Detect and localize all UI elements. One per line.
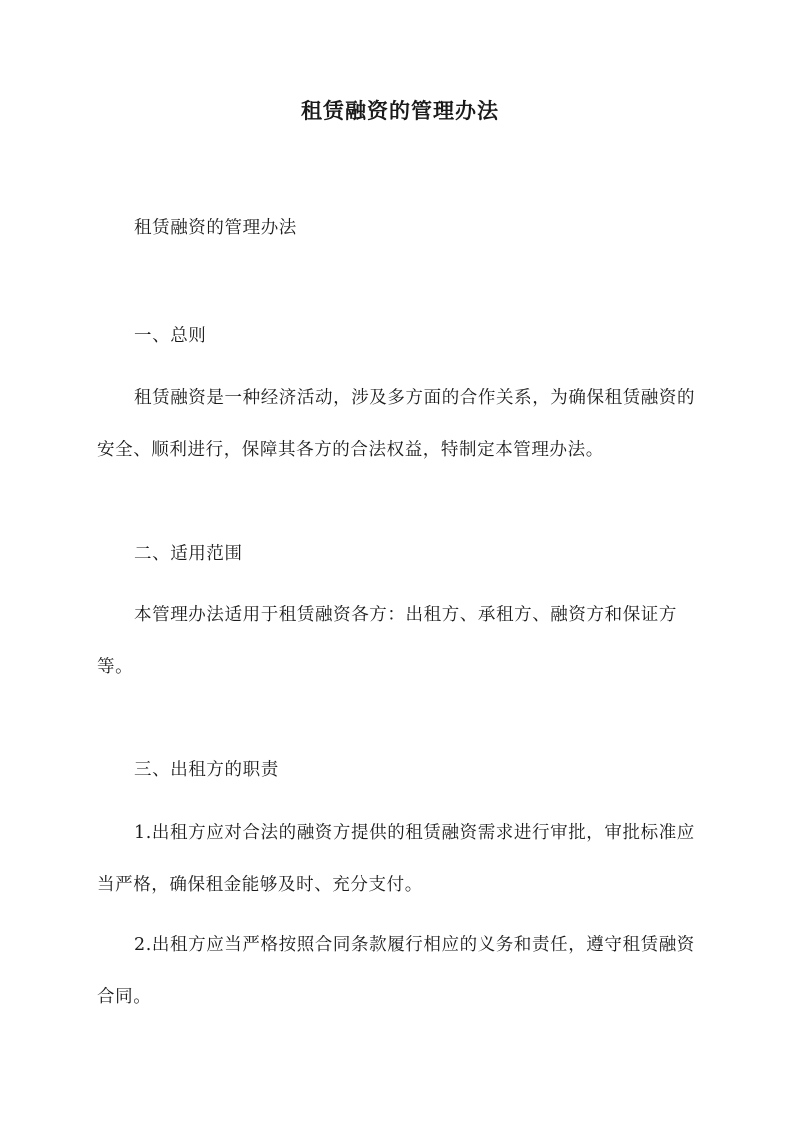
document-title: 租赁融资的管理办法 bbox=[301, 98, 499, 123]
document-subtitle: 租赁融资的管理办法 bbox=[134, 218, 297, 238]
section-heading-lessor-duties: 三、出租方的职责 bbox=[134, 760, 279, 780]
paragraph-lessor-duty-2: 2.出租方应当严格按照合同条款履行相应的义务和责任，遵守租赁融资合同。 bbox=[97, 935, 695, 1007]
section-heading-general: 一、总则 bbox=[134, 326, 207, 346]
paragraph-scope: 本管理办法适用于租赁融资各方：出租方、承租方、融资方和保证方等。 bbox=[97, 605, 677, 677]
paragraph-lessor-duty-1: 1.出租方应对合法的融资方提供的租赁融资需求进行审批，审批标准应当严格，确保租金能够及时、充分支付。 bbox=[97, 823, 695, 895]
section-heading-scope: 二、适用范围 bbox=[134, 544, 243, 564]
paragraph-general: 租赁融资是一种经济活动，涉及多方面的合作关系，为确保租赁融资的安全、顺利进行，保障其各方的合法权益，特制定本管理办法。 bbox=[97, 388, 696, 460]
